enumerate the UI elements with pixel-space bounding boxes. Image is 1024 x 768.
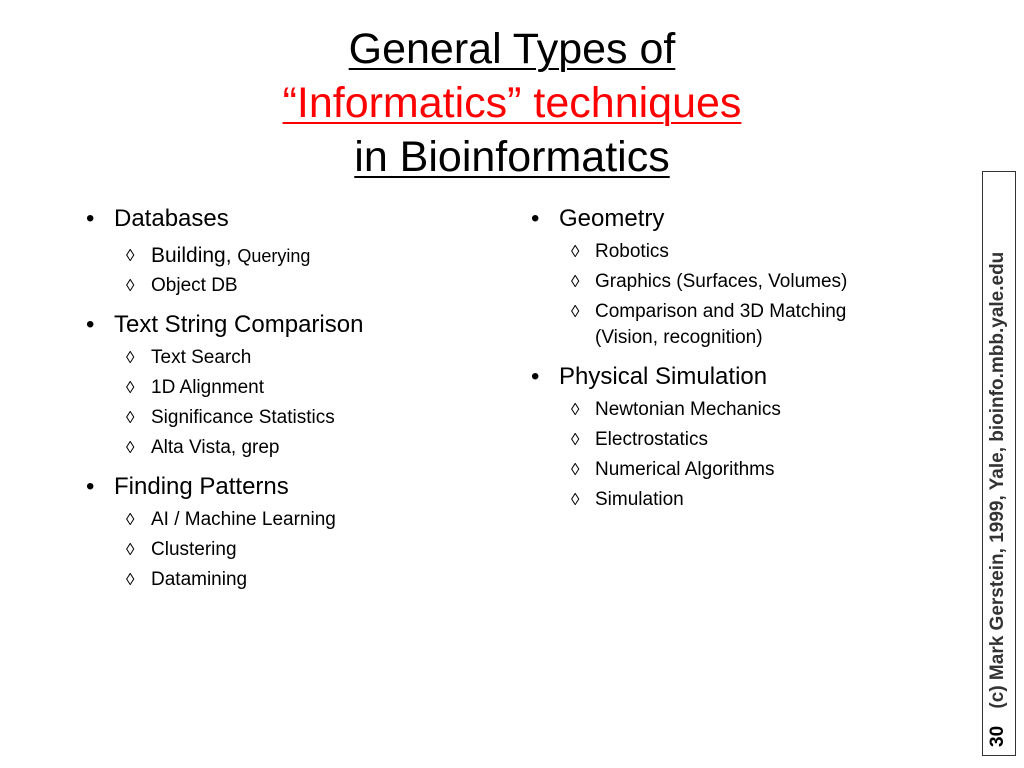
sub-item-label: Electrostatics [595,429,708,450]
bullet-icon: • [86,311,95,338]
diamond-icon: ◊ [571,272,580,291]
title-line-1: General Types of [348,25,676,73]
bullet-icon: • [86,473,95,500]
sub-item-alta-vista-grep [86,435,486,461]
diamond-icon: ◊ [126,540,135,559]
diamond-icon: ◊ [126,570,135,589]
bullet-finding-patterns [86,471,486,503]
sub-item-comparison-3d-matching [531,299,895,351]
sub-item-text-search [86,345,486,371]
credit-sidebar [982,171,1016,756]
bullet-databases [86,203,486,235]
sub-item-object-db [86,273,486,299]
sub-item-label: Clustering [151,539,237,560]
credit-text: (c) Mark Gerstein, 1999, Yale, bioinfo.mbb.yale.edu [987,251,1008,709]
bullet-label: Physical Simulation [559,363,768,390]
sub-item-label: Building, [151,244,238,267]
sub-item-ai-machine-learning [86,507,486,533]
sub-item-1d-alignment [86,375,486,401]
bullet-label: Databases [114,205,229,232]
right-column [531,203,931,516]
bullet-text-string-comparison [86,309,486,341]
bullet-geometry [531,203,931,235]
diamond-icon: ◊ [571,460,580,479]
slide-title [0,22,1024,184]
sub-item-label: Significance Statistics [151,407,335,428]
diamond-icon: ◊ [126,438,135,457]
page-number: 30 [987,725,1008,747]
sub-item-label: Newtonian Mechanics [595,399,781,420]
diamond-icon: ◊ [571,430,580,449]
diamond-icon: ◊ [571,400,580,419]
diamond-icon: ◊ [126,348,135,367]
diamond-icon: ◊ [571,242,580,261]
sub-item-label: Alta Vista, grep [151,437,280,458]
sub-item-robotics [531,239,931,265]
sub-item-newtonian-mechanics [531,397,931,423]
sub-item-label: Text Search [151,347,252,368]
sub-item-label-small: Querying [237,246,311,266]
sub-item-label: Numerical Algorithms [595,459,775,480]
sub-item-label: Comparison and 3D Matching (Vision, recognition) [595,301,847,348]
diamond-icon: ◊ [126,246,135,265]
sub-item-label: Robotics [595,241,669,262]
sub-item-numerical-algorithms [531,457,931,483]
diamond-icon: ◊ [571,490,580,509]
diamond-icon: ◊ [571,302,580,321]
diamond-icon: ◊ [126,378,135,397]
sub-item-significance-statistics [86,405,486,431]
sub-item-graphics [531,269,931,295]
title-line-3: in Bioinformatics [354,133,670,181]
bullet-label: Text String Comparison [114,311,364,338]
sub-item-label: Simulation [595,489,684,510]
diamond-icon: ◊ [126,408,135,427]
bullet-label: Finding Patterns [114,473,289,500]
sub-item-label: AI / Machine Learning [151,509,336,530]
sub-item-label: 1D Alignment [151,377,265,398]
sub-item-clustering [86,537,486,563]
bullet-physical-simulation [531,361,931,393]
sub-item-building-querying [86,243,486,269]
bullet-icon: • [531,363,540,390]
bullet-icon: • [86,205,95,232]
sub-item-label: Object DB [151,275,238,296]
title-line-2: “Informatics” techniques [282,79,742,127]
diamond-icon: ◊ [126,510,135,529]
sub-item-label: Datamining [151,569,248,590]
sub-item-label: Graphics (Surfaces, Volumes) [595,271,848,292]
sub-item-datamining [86,567,486,593]
sub-item-electrostatics [531,427,931,453]
bullet-icon: • [531,205,540,232]
bullet-label: Geometry [559,205,665,232]
sub-item-simulation [531,487,931,513]
diamond-icon: ◊ [126,276,135,295]
left-column [86,203,486,596]
